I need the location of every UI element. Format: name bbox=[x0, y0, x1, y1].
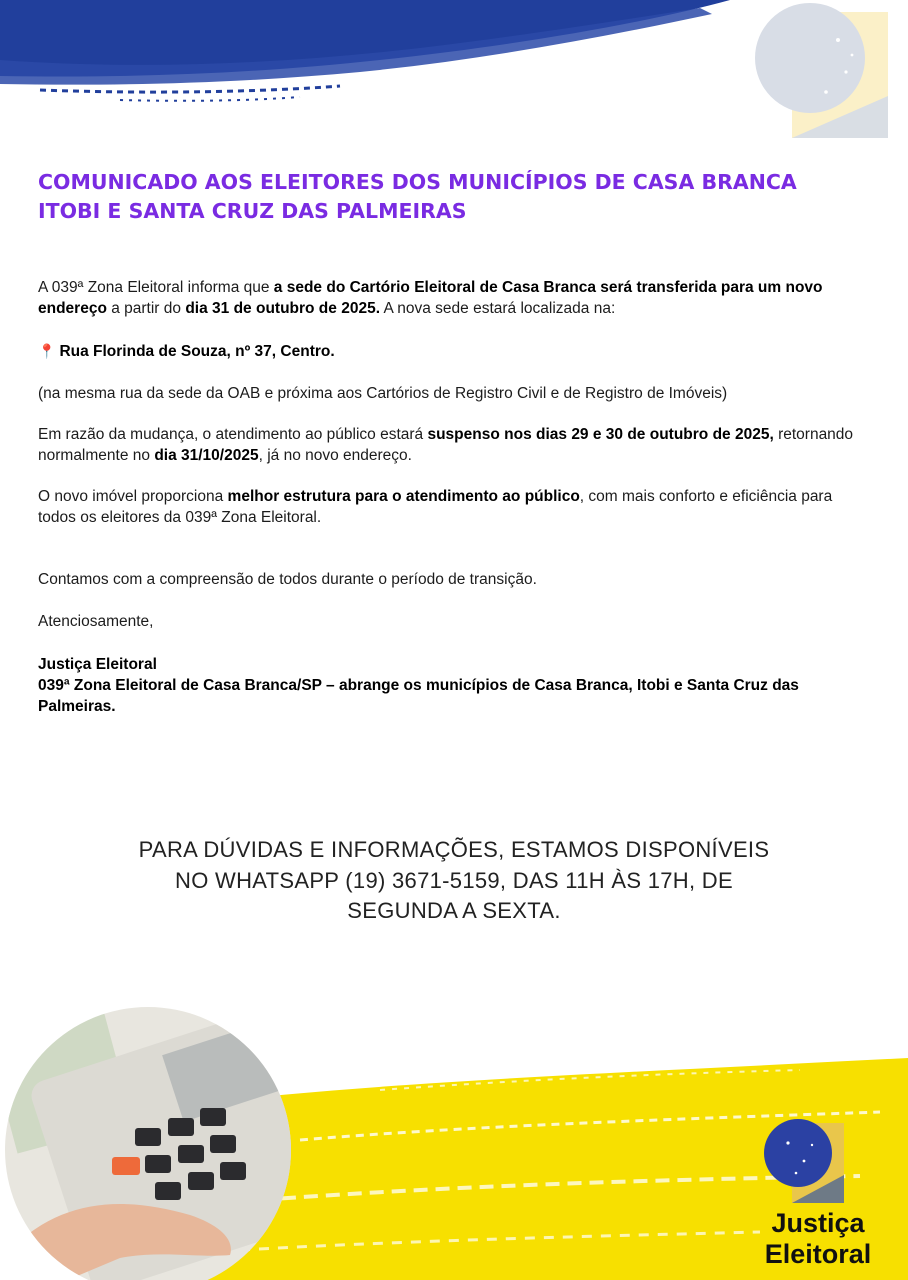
emblem-top bbox=[755, 3, 888, 138]
logo-word-justica: Justiça bbox=[771, 1208, 865, 1238]
contact-line: SEGUNDA A SEXTA. bbox=[347, 898, 561, 923]
address-line bbox=[38, 341, 868, 362]
paragraph-text: O novo imóvel proporciona bbox=[38, 488, 228, 505]
paragraph-text: Em razão da mudança, o atendimento ao público estará bbox=[38, 426, 428, 443]
address-text: Rua Florinda de Souza, nº 37, Centro. bbox=[59, 343, 335, 360]
contact-line: PARA DÚVIDAS E INFORMAÇÕES, ESTAMOS DISPONÍVEIS bbox=[138, 837, 770, 862]
paragraph-bold: melhor estrutura para o atendimento ao público bbox=[227, 488, 580, 505]
signature-name: Justiça Eleitoral bbox=[38, 656, 157, 673]
signature-block bbox=[38, 654, 868, 717]
suspension-paragraph bbox=[38, 424, 868, 466]
page-title bbox=[38, 168, 858, 226]
closing-text: Contamos com a compreensão de todos durante o período de transição. bbox=[38, 571, 537, 588]
structure-paragraph bbox=[38, 486, 868, 528]
paragraph-text: , já no novo endereço. bbox=[258, 447, 412, 464]
announcement-paragraph bbox=[38, 277, 868, 319]
paragraph-bold: dia 31/10/2025 bbox=[154, 447, 259, 464]
paragraph-text: A nova sede estará localizada na: bbox=[380, 300, 616, 317]
paragraph-bold: a sede do Cartório Eleitoral de Casa Branca será transferida para um novo endereço bbox=[38, 279, 823, 317]
title-line-2: ITOBI E SANTA CRUZ DAS PALMEIRAS bbox=[38, 199, 467, 223]
address-note: (na mesma rua da sede da OAB e próxima aos Cartórios de Registro Civil e de Registro de Imóveis) bbox=[38, 385, 728, 402]
signature-detail: 039ª Zona Eleitoral de Casa Branca/SP – abrange os municípios de Casa Branca, Itobi e Santa Cruz das Palmeiras. bbox=[38, 677, 799, 715]
title-line-1: COMUNICADO AOS ELEITORES DOS MUNICÍPIOS DE CASA BRANCA bbox=[38, 170, 797, 194]
logo-word-eleitoral: Eleitoral bbox=[764, 1239, 872, 1269]
contact-info bbox=[100, 835, 808, 927]
pin-icon: 📍 bbox=[38, 343, 56, 359]
paragraph-text: retornando normalmente no bbox=[38, 426, 854, 464]
contact-line: NO WHATSAPP (19) 3671-5159, DAS 11H ÀS 17H, DE bbox=[175, 867, 733, 893]
paragraph-bold: dia 31 de outubro de 2025. bbox=[185, 300, 380, 317]
header-brush-stroke bbox=[0, 0, 908, 150]
paragraph-text: , com mais conforto e eficiência para todos os eleitores da 039ª Zona Eleitoral. bbox=[38, 488, 833, 526]
paragraph-text: A 039ª Zona Eleitoral informa que bbox=[38, 279, 274, 296]
paragraph-bold: suspenso nos dias 29 e 30 de outubro de 2025, bbox=[427, 426, 774, 443]
paragraph-text: a partir do bbox=[106, 300, 186, 317]
regards-text: Atenciosamente, bbox=[38, 613, 154, 630]
